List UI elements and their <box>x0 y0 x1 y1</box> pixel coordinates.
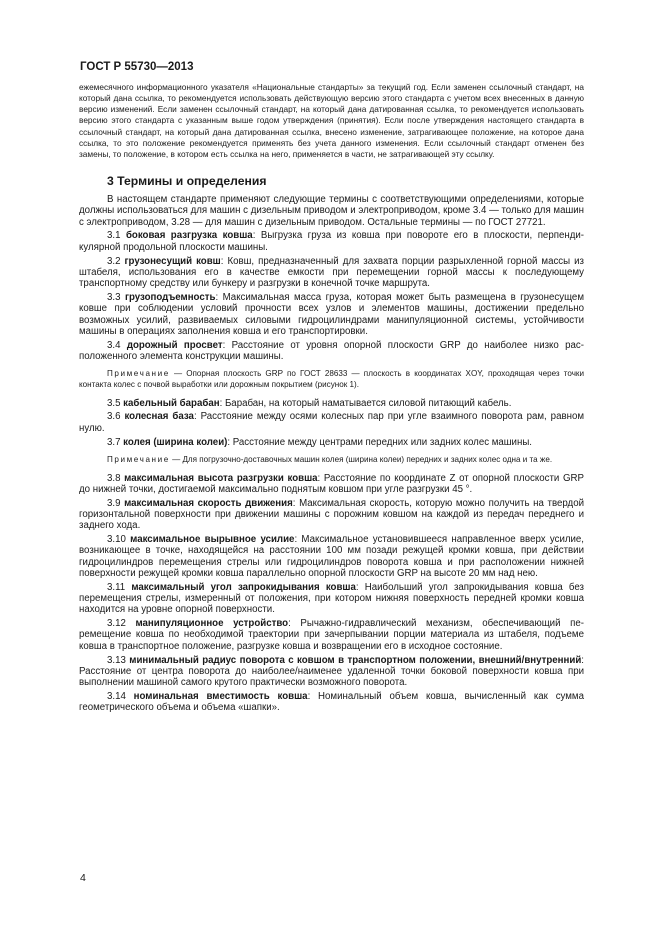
term-number: 3.7 <box>107 436 121 448</box>
term-definition: : Расстояние между центрами передних или задних колес машины. <box>227 436 532 448</box>
term-number: 3.10 <box>107 534 126 546</box>
term-name: максимальное вырывное усилие <box>130 534 295 546</box>
term-definition: : Максимальная скорость, которую можно получить на твердой горизонтальной поверхности при движении машины с порожним ковшом на каждой из передач переднего и заднего хода. <box>79 497 584 532</box>
document-header: ГОСТ Р 55730—2013 <box>80 61 194 73</box>
term-definition: : Расстояние от уровня опорной плоскости GRP до наиболее низко расположенного элемента конструкции машины. <box>79 339 584 362</box>
term-number: 3.14 <box>107 690 126 702</box>
term-name: кабельный барабан <box>123 397 220 409</box>
term-number: 3.4 <box>107 339 121 351</box>
term-definition: : Расстояние между осями колесных пар при угле взаимного поворота рам, равном нулю. <box>79 411 585 434</box>
term-name: боковая разгрузка ковша <box>125 230 253 242</box>
term-entry <box>79 256 584 290</box>
term-name: грузоподъемность <box>124 291 216 303</box>
term-name: колея (ширина колеи) <box>123 436 228 448</box>
term-number: 3.9 <box>107 497 121 509</box>
note-2 <box>79 455 584 466</box>
term-number: 3.11 <box>107 581 126 593</box>
term-definition: : Ковш, предназначенный для захвата порции разрыхленной горной массы из штабеля, использования его в качестве емкости при перемещении горной массы к последующему транспортному средству или бункеру и разгрузки в конечной точке маршрута. <box>79 255 584 290</box>
term-name: максимальная высота разгрузки ковша <box>124 472 318 484</box>
term-definition: : Расстояние по координате Z от опорной плоскости GRP до нижней точки, достигаемой максимально поднятым ковшом при угле разгрузки 45 °. <box>79 472 584 495</box>
term-name: колесная база <box>124 411 194 423</box>
term-definition: : Номинальный объем ковша, вычисленный как сумма геометрического объема и объема «шапки». <box>79 690 584 714</box>
intro-text <box>79 82 584 160</box>
term-definition: : Рычажно-гидравлический механизм, обеспечивающий перемещение ковша по необходимой траектории при зачерпывании порции материала из штабеля, подъеме ковша в транспортное положение, разгрузке ковша и возвращении его в исходное состояние. <box>79 618 585 652</box>
term-number: 3.6 <box>107 411 121 423</box>
term-entry <box>79 473 584 496</box>
term-entry <box>79 498 584 532</box>
terms-block <box>79 398 584 448</box>
note-1 <box>79 369 584 390</box>
note-label: Примечание <box>107 454 170 464</box>
term-number: 3.3 <box>107 291 121 303</box>
term-name: номинальная вместимость ковша <box>133 690 308 702</box>
terms-list <box>79 194 584 713</box>
note-label: Примечание <box>107 369 170 379</box>
term-number: 3.2 <box>107 255 121 267</box>
page-content <box>79 82 584 713</box>
term-name: грузонесущий ковш <box>124 255 221 267</box>
term-name: манипуляционное устройство <box>135 618 289 630</box>
term-definition: : Максимальное установившееся направленное вверх усилие, возникающее в точке, находящейся на расстоянии 100 мм позади режущей кромки ковша, при действии гидроцилиндров перемещения стрелы или гидроцилиндров поворота ковша и при расположении нижней поверхности режущей кромки ковша параллельно опорной плоскости GRP на высоте 20 мм над нею. <box>79 534 584 579</box>
term-entry <box>79 582 584 616</box>
term-entry <box>79 411 584 434</box>
term-definition: : Барабан, на который наматывается силовой питающий кабель. <box>219 397 512 409</box>
term-definition: : Расстояние от центра поворота до наиболее/наименее удаленной точки боковой поверхности ковша при выполнении машиной самого крутого практически возможного поворота. <box>79 654 584 689</box>
intro-paragraph: ежемесячного информационного указателя «Национальные стандарты» за текущий год. Если заменен ссылочный стандарт, на который дана ссылка, то рекомендуется использовать действующую версию этого стандарта с учетом всех внесенных в данную версию изменений. Если заменен ссылочный стандарт, на который дана датированная ссылка, то рекомендуется использовать версию этого стандарта с указанным выше годом утверждения (принятия). Если после утверждения настоящего стандарта в ссылочный стандарт, на который дана датированная ссылка, внесено изменение, затрагивающее положение, на которое дана ссылка, то это положение рекомендуется применять без учета данного изменения. Если ссылочный стандарт отменен без замены, то положение, в котором есть ссылка на него, применяется в части, не затрагивающей эту ссылку. <box>79 82 584 159</box>
note-text: — Опорная плоскость GRP по ГОСТ 28633 — плоскость в координатах XOY, проходящая через точки контакта колес с почвой выработки или дорожным покрытием (рисунок 1). <box>79 369 584 389</box>
term-definition: : Выгрузка груза из ковша при повороте его в плоскости, перпендикулярной продольной плоскости машины. <box>79 230 584 253</box>
note-text: — Для погрузочно-доставочных машин колея (ширина колеи) передних и задних колес одна и та же. <box>169 454 553 464</box>
term-entry <box>79 230 584 253</box>
page-number: 4 <box>80 872 86 884</box>
term-name: максимальный угол запрокидывания ковша <box>131 581 356 593</box>
term-entry <box>79 618 584 652</box>
term-entry <box>79 691 584 714</box>
term-entry <box>79 292 584 337</box>
term-entry <box>79 340 584 363</box>
term-entry <box>79 437 584 448</box>
term-name: дорожный просвет <box>126 339 223 351</box>
term-number: 3.5 <box>107 397 121 409</box>
term-definition: : Наибольший угол запрокидывания ковша без перемещения стрелы, измеренный от положения, при котором нижняя поверхность передней кромки ковша находится на уровне опорной поверхности. <box>79 581 584 616</box>
term-number: 3.1 <box>107 230 121 242</box>
terms-block <box>79 230 584 362</box>
term-number: 3.13 <box>107 654 126 666</box>
terms-block <box>79 473 584 714</box>
term-entry <box>79 398 584 409</box>
term-entry <box>79 534 584 579</box>
term-number: 3.12 <box>107 618 126 630</box>
term-entry <box>79 655 584 689</box>
term-number: 3.8 <box>107 472 121 484</box>
lead-paragraph: В настоящем стандарте применяют следующие термины с соответствующими определениями, которые должны использоваться для машин с дизельным приводом и электроприводом, кроме 3.4 — только для машин с электроприводом, 3.28 — для машин с дизельным приводом. Остальные термины — по ГОСТ 27721. <box>79 194 584 228</box>
section-title: 3 Термины и определения <box>107 174 267 189</box>
term-name: минимальный радиус поворота с ковшом в транспортном положении, внешний/внутренний <box>129 654 582 666</box>
term-name: максимальная скорость движения <box>124 497 293 509</box>
term-definition: : Максимальная масса груза, которая может быть размещена в грузонесущем ковше при соблюдении условий прочности всех узлов и элементов машины, достижении предельно возможных усилий, развиваемых силовыми гидроцилиндрами манипуляционной системы, устойчивости машины в операциях заполнения ковша и его транспортировки. <box>79 291 584 337</box>
